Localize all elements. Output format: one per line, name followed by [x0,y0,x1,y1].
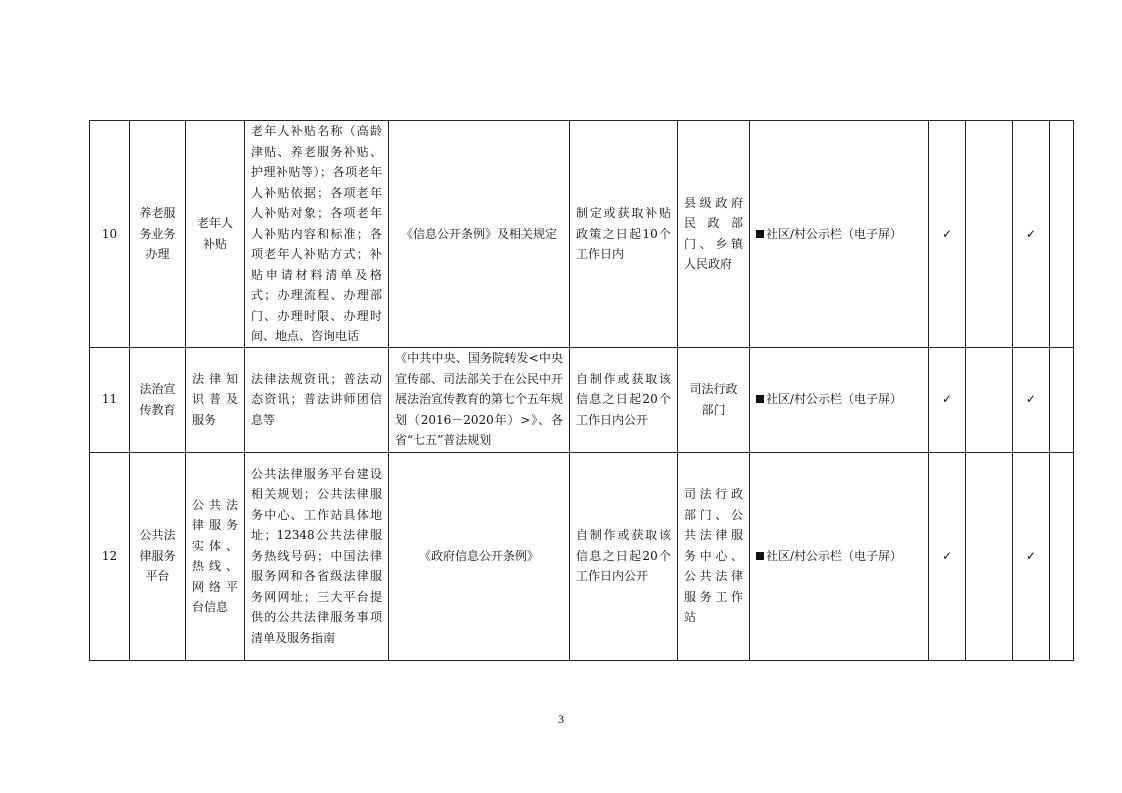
table-row [90,347,1074,452]
channel-label: 社区/村公示栏（电子屏） [766,226,903,241]
check-mark-icon: ✓ [1013,347,1050,452]
check-mark-icon: ✓ [929,452,966,660]
content-cell: 法律法规资讯；普法动态资讯；普法讲师团信息等 [245,347,389,452]
page-number: 3 [558,712,564,726]
empty-cell [966,121,1013,348]
checkbox-filled-icon [756,230,764,238]
timing-cell: 自制作或获取该信息之日起20个工作日内公开 [570,452,678,660]
agency-cell: 司法行政部门、公共法律服务中心、公共法律服务工作站 [678,452,750,660]
empty-cell [1050,121,1074,348]
category-cell: 养老服务业务办理 [130,121,186,348]
table-row [90,121,1074,348]
basis-cell: 《中共中央、国务院转发<中央宣传部、司法部关于在公民中开展法治宣传教育的第七个五年规划（2016－2020年）>》、各省“七五”普法规划 [389,347,570,452]
disclosure-table [89,120,1074,661]
channel-cell [750,452,929,660]
table-row [90,452,1074,660]
check-mark-icon: ✓ [1013,452,1050,660]
basis-cell: 《信息公开条例》及相关规定 [389,121,570,348]
channel-label: 社区/村公示栏（电子屏） [766,548,903,563]
check-mark-icon: ✓ [929,121,966,348]
item-cell: 公共法律服务实体、热线、网络平台信息 [186,452,245,660]
empty-cell [966,347,1013,452]
empty-cell [966,452,1013,660]
category-cell: 法治宣传教育 [130,347,186,452]
checkbox-filled-icon [756,552,764,560]
channel-cell [750,347,929,452]
channel-label: 社区/村公示栏（电子屏） [766,392,903,407]
agency-cell: 县级政府民政部门、乡镇人民政府 [678,121,750,348]
row-index: 10 [90,121,130,348]
content-cell: 老年人补贴名称（高龄津贴、养老服务补贴、护理补贴等）；各项老年人补贴依据；各项老年人补贴对象；各项老年人补贴内容和标准；各项老年人补贴方式；补贴申请材料清单及格式；办理流程、办理部门、办理时限、办理时间、地点、咨询电话 [245,121,389,348]
checkbox-filled-icon [756,395,764,403]
empty-cell [1050,452,1074,660]
channel-cell [750,121,929,348]
timing-cell: 自制作或获取该信息之日起20个工作日内公开 [570,347,678,452]
row-index: 12 [90,452,130,660]
content-cell: 公共法律服务平台建设相关规划；公共法律服务中心、工作站具体地址；12348公共法律服务热线号码；中国法律服务网和各省级法律服务网网址；三大平台提供的公共法律服务事项清单及服务指南 [245,452,389,660]
item-cell: 老年人补贴 [186,121,245,348]
check-mark-icon: ✓ [1013,121,1050,348]
basis-cell: 《政府信息公开条例》 [389,452,570,660]
empty-cell [1050,347,1074,452]
item-cell: 法律知识普及服务 [186,347,245,452]
row-index: 11 [90,347,130,452]
timing-cell: 制定或获取补贴政策之日起10个工作日内 [570,121,678,348]
category-cell: 公共法律服务平台 [130,452,186,660]
check-mark-icon: ✓ [929,347,966,452]
agency-cell: 司法行政部门 [678,347,750,452]
